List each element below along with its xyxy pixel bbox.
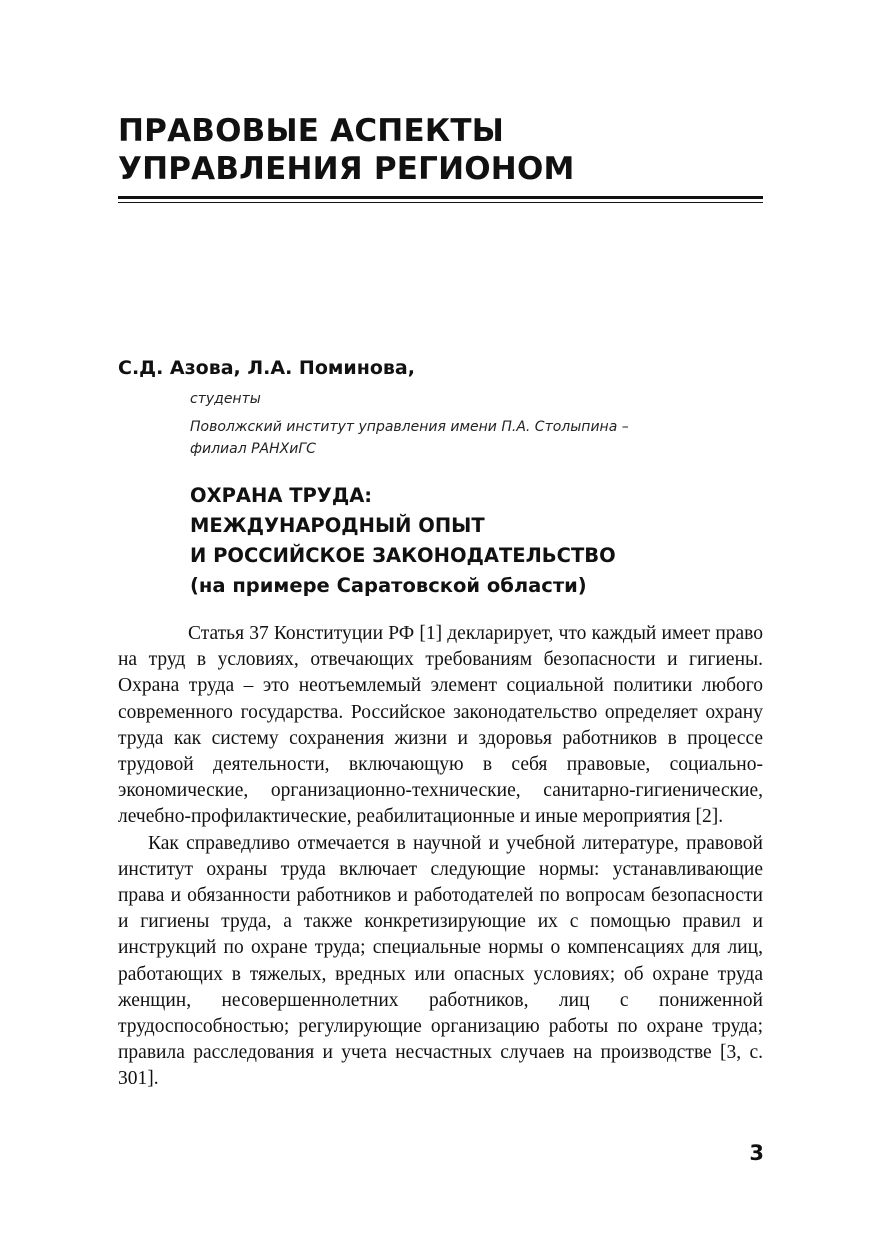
article-title-line-4: (на примере Саратовской области) (190, 574, 587, 597)
article-authors: С.Д. Азова, Л.А. Поминова, (118, 357, 415, 379)
body-paragraph-2: Как справедливо отмечается в научной и учебной литературе, правовой институт охраны труда включает следующие нормы: устанавливающие права и обязанности работников и работодателей по вопросам безопасности и гигиены труда, а также конкретизирующие их с помощью правил и инструкций по охране труда; специальные нормы о компенсациях для лиц, работающих в тяжелых, вредных или опасных условиях; об охране труда женщин, несовершеннолетних работников, лиц с пониженной трудоспособностью; регулирующие организацию работы по охране труда; правила расследования и учета несчастных случаев на производстве [3, с. 301]. (118, 832, 763, 1090)
section-title (118, 112, 768, 188)
page-number: 3 (749, 1141, 764, 1165)
article-title-line-3: И РОССИЙСКОЕ ЗАКОНОДАТЕЛЬСТВО (190, 544, 616, 567)
section-divider-thick (118, 196, 763, 199)
article-title-line-1: ОХРАНА ТРУДА: (190, 484, 373, 507)
section-divider-thin (118, 202, 763, 203)
affiliation-line-2: филиал РАНХиГС (190, 441, 316, 457)
body-paragraph-1: Статья 37 Конституции РФ [1] декларирует, что каждый имеет право на труд в условиях, отвечающих требованиям безопасности и гигиены. Охрана труда – это неотъемлемый элемент социальной политики любого современного государства. Российское законодательство определяет охрану труда как систему сохранения жизни и здоровья работников в процессе трудовой деятельности, включающую в себя правовые, социально-экономические, организационно-технические, санитарно-гигиенические, лечебно-профилактические, реабилитационные и иные мероприятия [2]. (118, 623, 763, 828)
article-title (190, 481, 765, 601)
author-role: студенты (190, 391, 261, 407)
article-body (118, 621, 763, 1093)
section-title-line-1: ПРАВОВЫЕ АСПЕКТЫ (118, 113, 505, 149)
author-affiliation (190, 416, 765, 460)
article-title-line-2: МЕЖДУНАРОДНЫЙ ОПЫТ (190, 514, 485, 537)
section-title-line-2: УПРАВЛЕНИЯ РЕГИОНОМ (118, 151, 575, 187)
affiliation-line-1: Поволжский институт управления имени П.А. Столыпина – (190, 419, 629, 435)
